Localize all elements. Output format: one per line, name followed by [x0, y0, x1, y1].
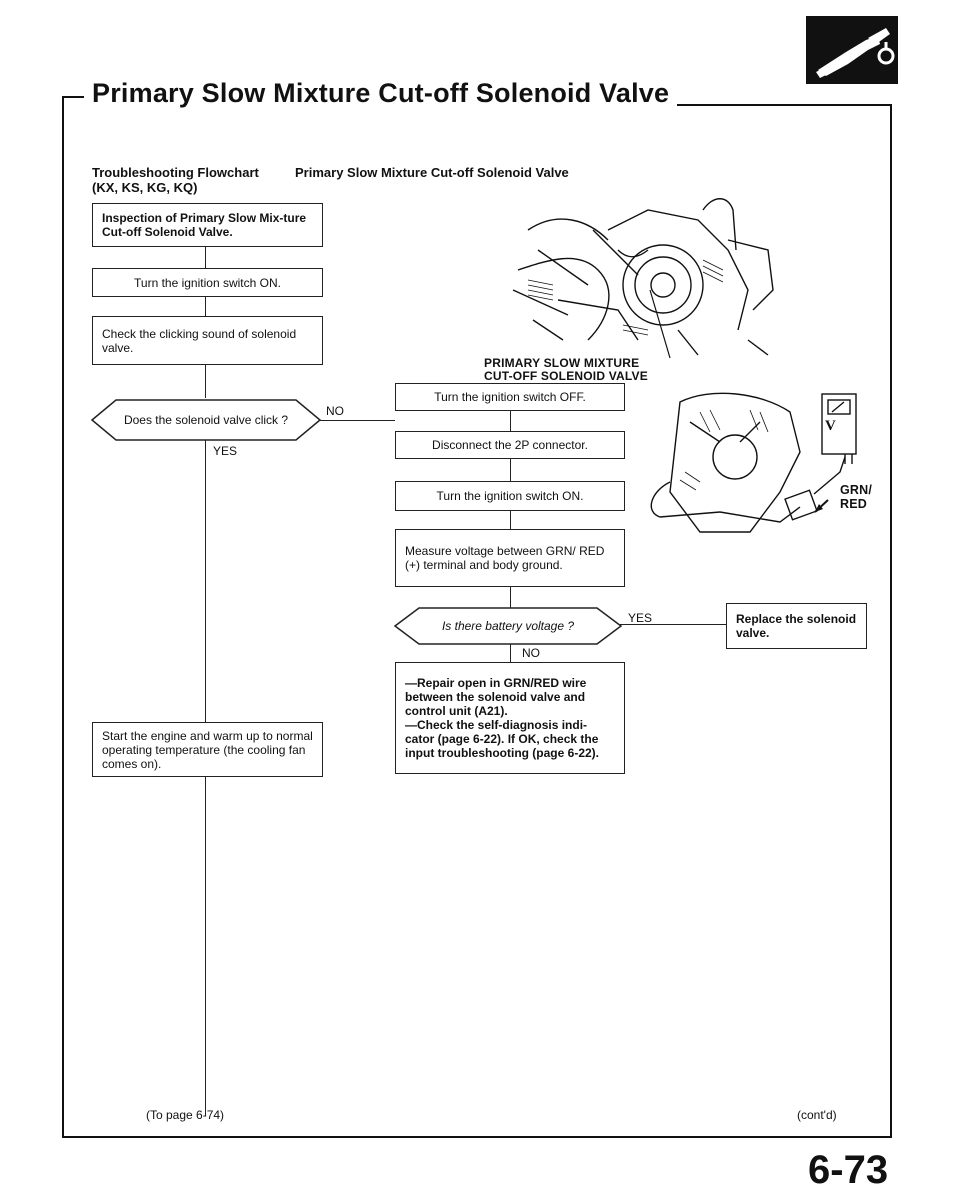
frame-top-left: [62, 96, 86, 98]
label-yes-2: YES: [628, 611, 653, 625]
decision-voltage-text: Is there battery voltage ?: [441, 619, 575, 633]
solenoid-label-2: CUT-OFF SOLENOID VALVE: [484, 369, 648, 383]
frame-left: [62, 96, 64, 1138]
step-start-engine: Start the engine and warm up to normal operating temperature (the cooling fan comes on).: [92, 722, 323, 777]
section-title: Primary Slow Mixture Cut-off Solenoid Valve: [84, 78, 677, 109]
step-check-clicking: Check the clicking sound of solenoid valve.: [92, 316, 323, 365]
flowchart-title: Troubleshooting Flowchart: [92, 165, 259, 180]
connector: [205, 296, 206, 316]
step-measure: Measure voltage between GRN/ RED (+) terminal and body ground.: [395, 529, 625, 587]
connector: [205, 246, 206, 268]
component-title: Primary Slow Mixture Cut-off Solenoid Valve: [295, 165, 569, 180]
connector: [205, 364, 206, 398]
connector: [510, 410, 511, 432]
connector: [510, 510, 511, 530]
step-ignition-on: Turn the ignition switch ON.: [92, 268, 323, 297]
label-yes-1: YES: [213, 444, 238, 458]
step-disconnect: Disconnect the 2P connector.: [395, 431, 625, 459]
to-page-label: (To page 6-74): [146, 1108, 225, 1122]
label-no-1: NO: [326, 404, 344, 418]
page-number: 6-73: [808, 1148, 889, 1192]
connector: [205, 776, 206, 1116]
connector: [510, 586, 511, 608]
step-replace: Replace the solenoid valve.: [726, 603, 867, 649]
flowchart-models: (KX, KS, KG, KQ): [92, 180, 198, 195]
repair-line-2: —Check the self-diagnosis indi-cator (page 6-22). If OK, check the input troubleshooting (page 6-22).: [405, 718, 599, 760]
connector: [205, 440, 206, 722]
connector: [318, 420, 395, 421]
step-repair: [395, 662, 625, 774]
label-no-2: NO: [522, 646, 540, 660]
fuel-system-icon: [806, 16, 898, 84]
step-inspection: Inspection of Primary Slow Mix-ture Cut-off Solenoid Valve.: [92, 203, 323, 247]
engine-illustration: [498, 190, 778, 360]
step-ignition-off: Turn the ignition switch OFF.: [395, 383, 625, 411]
connector: [510, 458, 511, 482]
solenoid-label-1: PRIMARY SLOW MIXTURE: [484, 356, 640, 370]
wire-label-1: GRN/: [840, 483, 873, 497]
meter-v-label: V: [825, 418, 836, 434]
wire-label-2: RED: [840, 497, 867, 511]
decision-click-text: Does the solenoid valve click ?: [123, 413, 289, 427]
contd-label: (cont'd): [797, 1108, 837, 1122]
step-ignition-on-2: Turn the ignition switch ON.: [395, 481, 625, 511]
repair-line-1: —Repair open in GRN/RED wire between the solenoid valve and control unit (A21).: [405, 676, 587, 718]
frame-bottom: [62, 1136, 892, 1138]
voltmeter-illustration: [640, 382, 872, 552]
frame-right: [890, 104, 892, 1138]
